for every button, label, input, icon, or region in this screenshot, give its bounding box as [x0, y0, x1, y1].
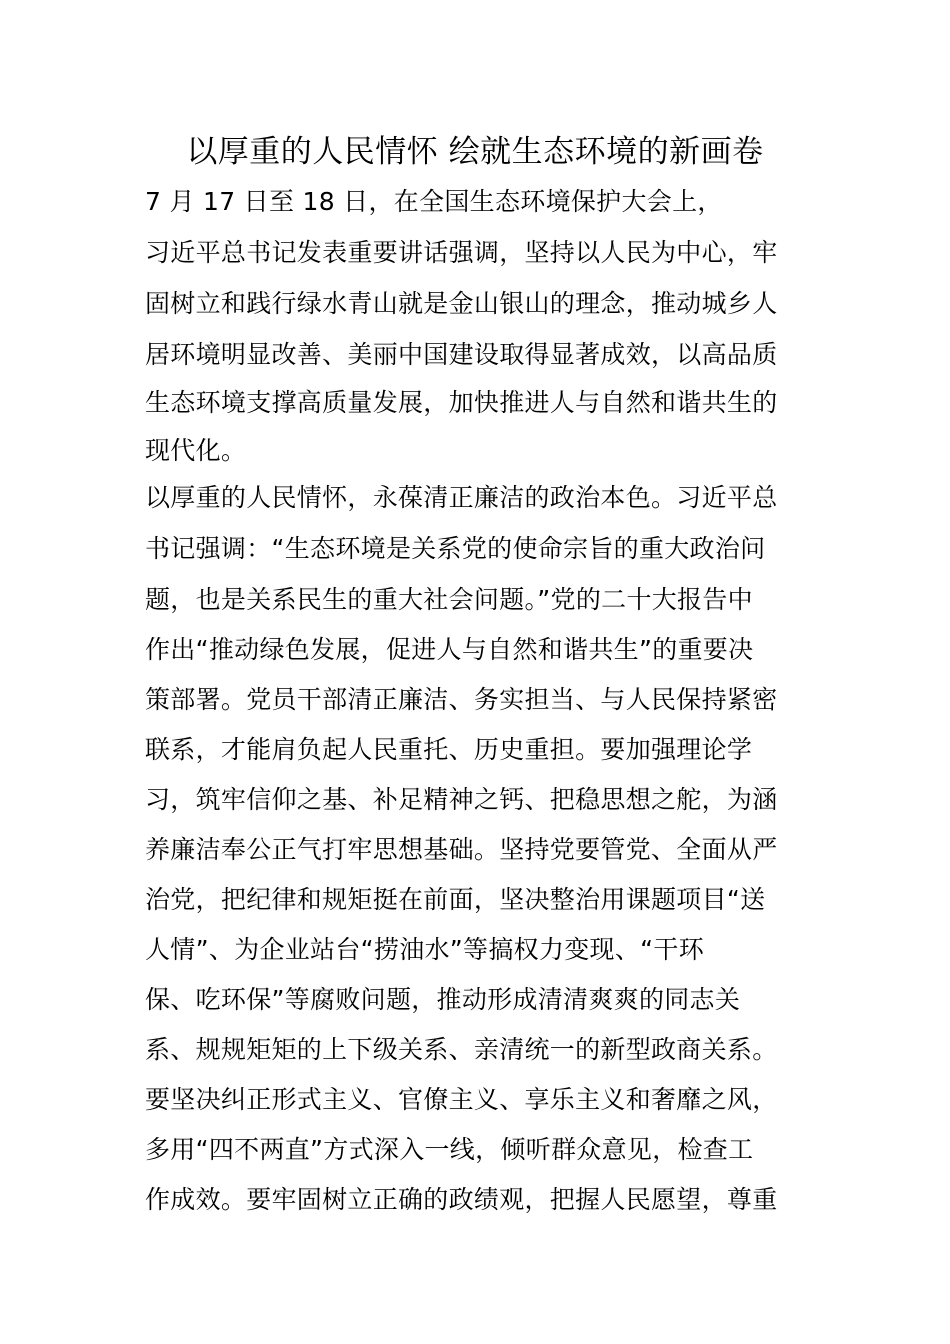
paragraph-1-line-6: 现代化。	[145, 436, 247, 465]
paragraph-2-line-6: 联系，才能肩负起人民重托、历史重担。要加强理论学	[145, 735, 753, 764]
paragraph-2-line-9: 治党，把纪律和规矩挺在前面，坚决整治用课题项目“送	[145, 885, 766, 914]
paragraph-1-line-3: 固树立和践行绿水青山就是金山银山的理念，推动城乡人	[145, 289, 778, 318]
paragraph-1-line-5: 生态环境支撑高质量发展，加快推进人与自然和谐共生的	[145, 388, 778, 417]
paragraph-2-line-2: 书记强调：“生态环境是关系党的使命宗旨的重大政治问	[145, 534, 766, 563]
paragraph-1-line-4: 居环境明显改善、美丽中国建设取得显著成效，以高品质	[145, 340, 778, 369]
paragraph-2-line-3: 题，也是关系民生的重大社会问题。”党的二十大报告中	[145, 585, 753, 614]
paragraph-1-line-1: 7 月 17 日至 18 日，在全国生态环境保护大会上，	[145, 187, 723, 216]
paragraph-2-line-11: 保、吃环保”等腐败问题，推动形成清清爽爽的同志关	[145, 985, 741, 1014]
paragraph-1-line-2: 习近平总书记发表重要讲话强调，坚持以人民为中心，牢	[145, 238, 778, 267]
paragraph-2-line-15: 作成效。要牢固树立正确的政绩观，把握人民愿望，尊重	[145, 1185, 778, 1214]
paragraph-2-line-13: 要坚决纠正形式主义、官僚主义、享乐主义和奢靡之风，	[145, 1085, 778, 1114]
paragraph-2-line-7: 习，筑牢信仰之基、补足精神之钙、把稳思想之舵，为涵	[145, 785, 778, 814]
paragraph-2-line-5: 策部署。党员干部清正廉洁、务实担当、与人民保持紧密	[145, 685, 778, 714]
paragraph-2-line-8: 养廉洁奉公正气打牢思想基础。坚持党要管党、全面从严	[145, 835, 778, 864]
paragraph-2-line-14: 多用“四不两直”方式深入一线，倾听群众意见，检查工	[145, 1135, 754, 1164]
paragraph-2-line-4: 作出“推动绿色发展，促进人与自然和谐共生”的重要决	[145, 635, 754, 664]
paragraph-2-line-10: 人情”、为企业站台“捞油水”等搞权力变现、“干环	[145, 935, 705, 964]
paragraph-2-line-12: 系、规规矩矩的上下级关系、亲清统一的新型政商关系。	[145, 1035, 778, 1064]
paragraph-2-line-1: 以厚重的人民情怀，永葆清正廉洁的政治本色。习近平总	[145, 483, 778, 512]
document-title: 以厚重的人民情怀 绘就生态环境的新画卷	[186, 134, 764, 170]
